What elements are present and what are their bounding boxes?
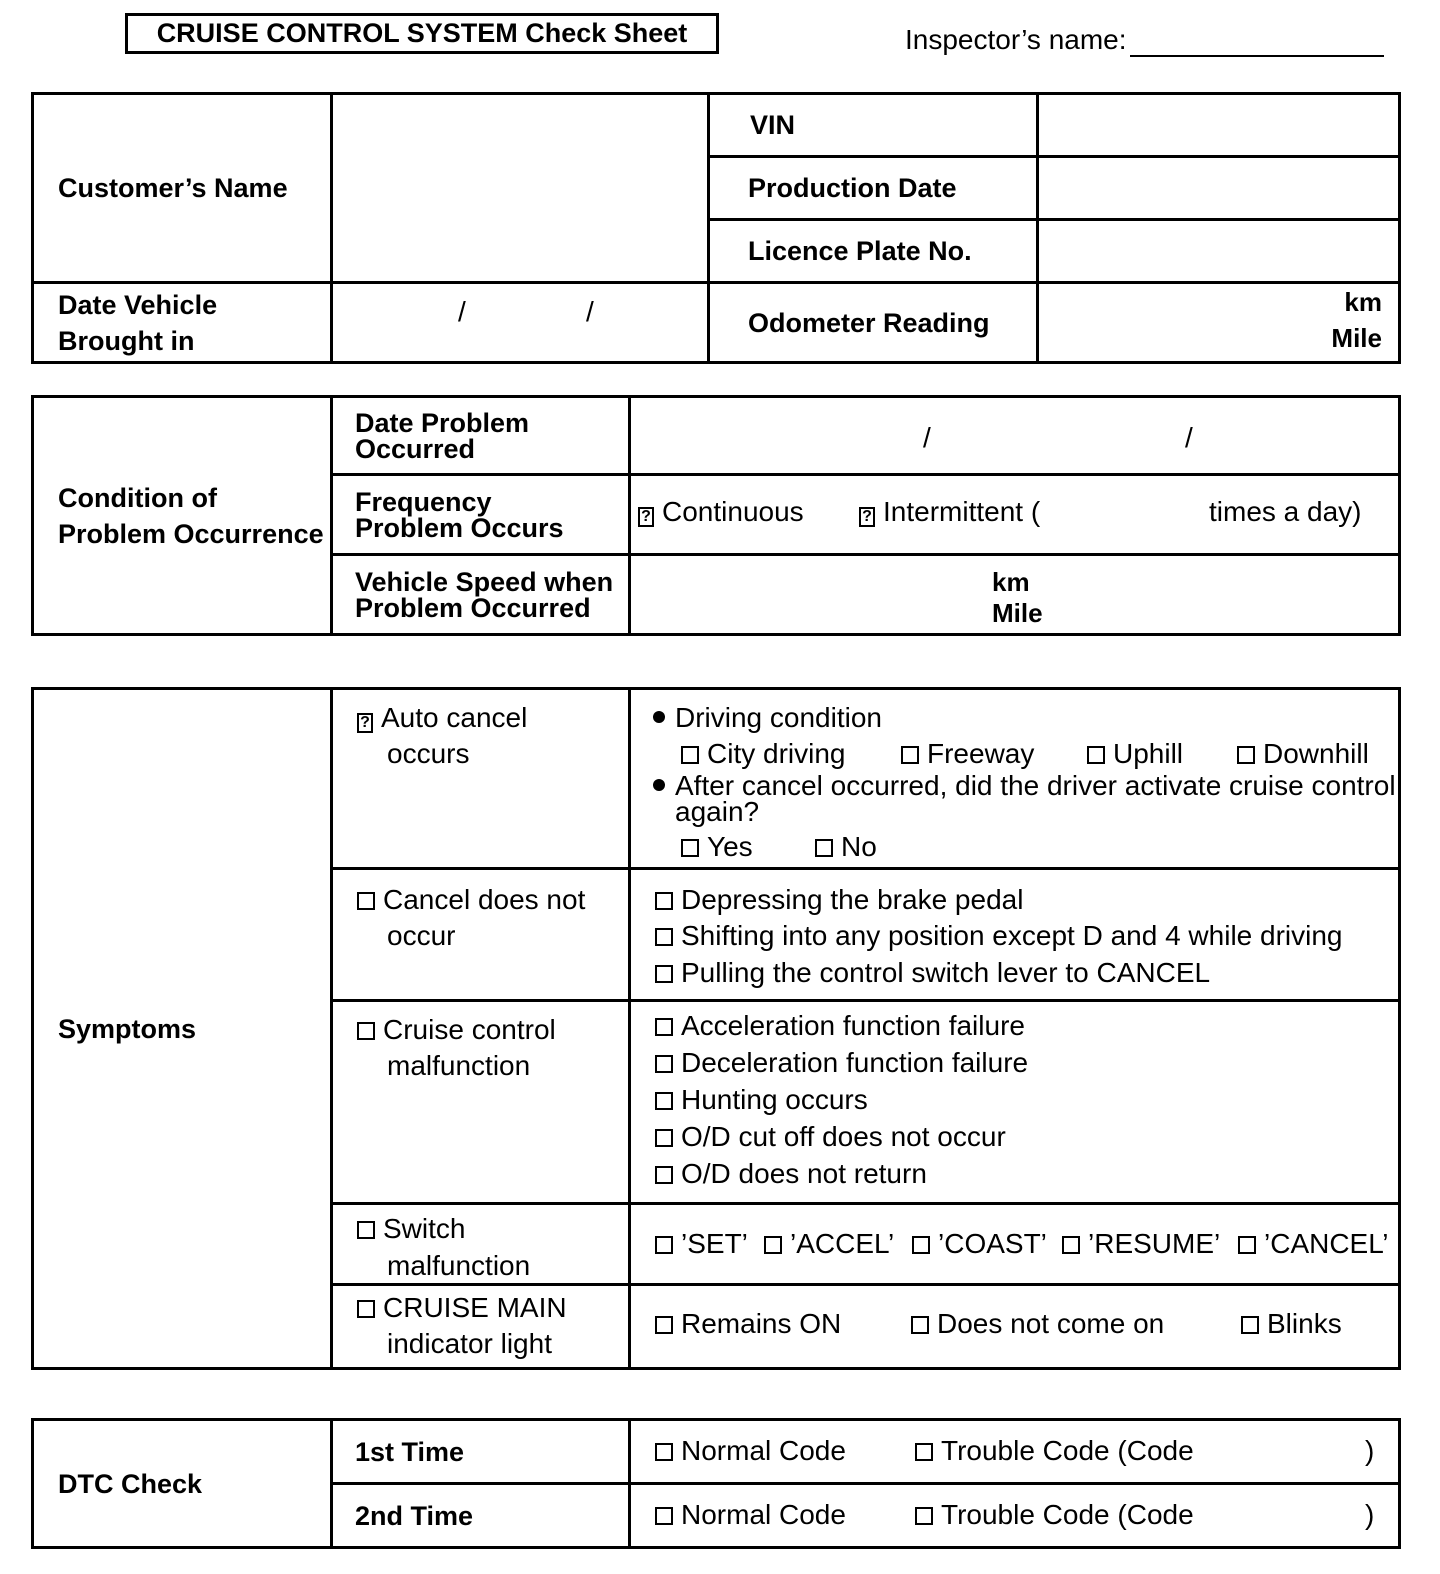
date-separator: / [923,422,931,453]
does-not-come-on-option[interactable]: Does not come on [911,1308,1164,1340]
vin-label: VIN [709,94,1038,157]
set-option[interactable]: ’SET’ [655,1228,748,1260]
times-a-day-label: times a day) [1209,496,1362,527]
driving-condition-heading: Driving condition [653,702,882,734]
dtc-table [31,1418,1401,1549]
checkbox-icon[interactable] [655,1166,673,1184]
unit-km: km [992,567,1030,597]
vin-field[interactable] [1038,94,1400,157]
date-separator: / [458,296,466,327]
date-brought-in-label: Date Vehicle Brought in [33,283,332,363]
blinks-option[interactable]: Blinks [1241,1308,1342,1340]
cruise-malfunction-option[interactable]: Cruise control [357,1014,556,1046]
checkbox-icon[interactable] [357,1300,375,1318]
uphill-option[interactable]: Uphill [1087,738,1183,770]
checkbox-icon[interactable] [1087,746,1105,764]
checkbox-icon[interactable] [912,1236,930,1254]
trouble-code-option[interactable]: Trouble Code (Code [915,1435,1194,1467]
symptoms-section-label: Symptoms [33,689,332,1369]
auto-cancel-option[interactable]: ? Auto cancel [357,702,527,734]
checkbox-icon[interactable] [655,1018,673,1036]
checkbox-icon[interactable] [655,1092,673,1110]
unit-mile: Mile [992,598,1043,628]
date-brought-in-field[interactable] [332,283,709,363]
acceleration-failure-option[interactable]: Acceleration function failure [655,1010,1025,1042]
customer-name-label: Customer’s Name [33,94,332,283]
date-problem-label: Date Problem Occurred [332,397,630,475]
normal-code-option[interactable]: Normal Code [655,1499,846,1531]
od-not-return-option[interactable]: O/D does not return [655,1158,927,1190]
checkbox-icon[interactable] [681,839,699,857]
auto-cancel-cell: ? Auto cancel occurs [332,689,630,869]
checkbox-icon[interactable] [357,1022,375,1040]
coast-option[interactable]: ’COAST’ [912,1228,1047,1260]
bullet-icon [653,711,665,723]
inspector-label: Inspector’s name: [905,24,1127,55]
second-time-label: 2nd Time [332,1484,630,1548]
checkbox-icon[interactable] [911,1316,929,1334]
remains-on-option[interactable]: Remains ON [655,1308,841,1340]
auto-cancel-details: Driving condition City driving Freeway Uphill Downhill After cancel occurred, did the driver activate cruise control again? Yes No [630,689,1400,869]
switch-malfunction-details [630,1204,1400,1285]
production-date-field[interactable] [1038,157,1400,220]
city-driving-option[interactable]: City driving [681,738,845,770]
first-time-details: Normal Code Trouble Code (Code ) [630,1420,1400,1484]
odometer-label: Odometer Reading [709,283,1038,363]
deceleration-failure-option[interactable]: Deceleration function failure [655,1047,1028,1079]
date-problem-field[interactable] [630,397,1400,475]
vehicle-info-table [31,92,1401,364]
checkbox-icon[interactable]: ? [859,507,875,527]
no-option[interactable]: No [815,831,877,863]
switch-malfunction-cell: Switch malfunction [332,1204,630,1285]
checkbox-icon[interactable] [1062,1236,1080,1254]
resume-option[interactable]: ’RESUME’ [1062,1228,1220,1260]
checkbox-icon[interactable] [655,965,673,983]
trouble-code-option[interactable]: Trouble Code (Code [915,1499,1194,1531]
main-indicator-details [630,1285,1400,1369]
checkbox-icon[interactable] [655,1055,673,1073]
checkbox-icon[interactable] [357,892,375,910]
checkbox-icon[interactable] [681,746,699,764]
dtc-section-label: DTC Check [33,1420,332,1548]
licence-plate-field[interactable] [1038,220,1400,283]
checkbox-icon[interactable] [655,1507,673,1525]
cruise-malfunction-cell: Cruise control malfunction [332,1001,630,1204]
intermittent-option[interactable]: ? Intermittent ( [859,496,1040,528]
checkbox-icon[interactable] [357,1221,375,1239]
date-separator: / [1185,422,1193,453]
checkbox-icon[interactable] [815,839,833,857]
checkbox-icon[interactable]: ? [357,713,373,733]
condition-section-label: Condition of Problem Occurrence [33,397,332,635]
shifting-option[interactable]: Shifting into any position except D and 4 while driving [655,920,1343,952]
speed-label: Vehicle Speed when Problem Occurred [332,555,630,635]
checkbox-icon[interactable] [655,1236,673,1254]
symptoms-table [31,687,1401,1370]
brake-pedal-option[interactable]: Depressing the brake pedal [655,884,1023,916]
cruise-malfunction-details [630,1001,1400,1204]
checkbox-icon[interactable] [764,1236,782,1254]
odometer-field[interactable] [1038,283,1400,363]
bullet-icon [653,779,665,791]
customer-name-field[interactable] [332,94,709,283]
cancel-not-occur-details [630,869,1400,1001]
hunting-option[interactable]: Hunting occurs [655,1084,868,1116]
normal-code-option[interactable]: Normal Code [655,1435,846,1467]
checkbox-icon[interactable]: ? [638,507,654,527]
condition-table [31,395,1401,636]
date-separator: / [586,296,594,327]
checkbox-icon[interactable] [901,746,919,764]
main-indicator-option[interactable]: CRUISE MAIN [357,1292,567,1324]
checkbox-icon[interactable] [655,1129,673,1147]
checkbox-icon[interactable] [1237,746,1255,764]
checkbox-icon[interactable] [1238,1236,1256,1254]
pulling-lever-option[interactable]: Pulling the control switch lever to CANCEL [655,957,1210,989]
cancel-not-occur-option[interactable]: Cancel does not [357,884,585,916]
yes-option[interactable]: Yes [681,831,753,863]
speed-field[interactable] [630,555,1400,635]
main-indicator-cell: CRUISE MAIN indicator light [332,1285,630,1369]
checkbox-icon[interactable] [655,892,673,910]
cancel-option[interactable]: ’CANCEL’ [1238,1228,1388,1260]
unit-mile: Mile [1331,323,1382,353]
inspector-name-field[interactable] [1130,55,1384,57]
production-date-label: Production Date [709,157,1038,220]
licence-plate-label: Licence Plate No. [709,220,1038,283]
switch-malfunction-option[interactable]: Switch [357,1213,465,1245]
checkbox-icon[interactable] [915,1507,933,1525]
unit-km: km [1344,287,1382,317]
cancel-not-occur-cell: Cancel does not occur [332,869,630,1001]
checkbox-icon[interactable] [915,1443,933,1461]
first-time-label: 1st Time [332,1420,630,1484]
od-cut-off-option[interactable]: O/D cut off does not occur [655,1121,1006,1153]
second-time-details: Normal Code Trouble Code (Code ) [630,1484,1400,1548]
freeway-option[interactable]: Freeway [901,738,1034,770]
checkbox-icon[interactable] [655,1443,673,1461]
continuous-option[interactable]: ? Continuous [638,496,804,528]
downhill-option[interactable]: Downhill [1237,738,1369,770]
checkbox-icon[interactable] [655,1316,673,1334]
page-title: CRUISE CONTROL SYSTEM Check Sheet [125,13,719,54]
accel-option[interactable]: ’ACCEL’ [764,1228,894,1260]
reactivate-question: After cancel occurred, did the driver activate cruise control [653,770,1396,802]
frequency-label: Frequency Problem Occurs [332,475,630,555]
checkbox-icon[interactable] [655,928,673,946]
frequency-field [630,475,1400,555]
checkbox-icon[interactable] [1241,1316,1259,1334]
